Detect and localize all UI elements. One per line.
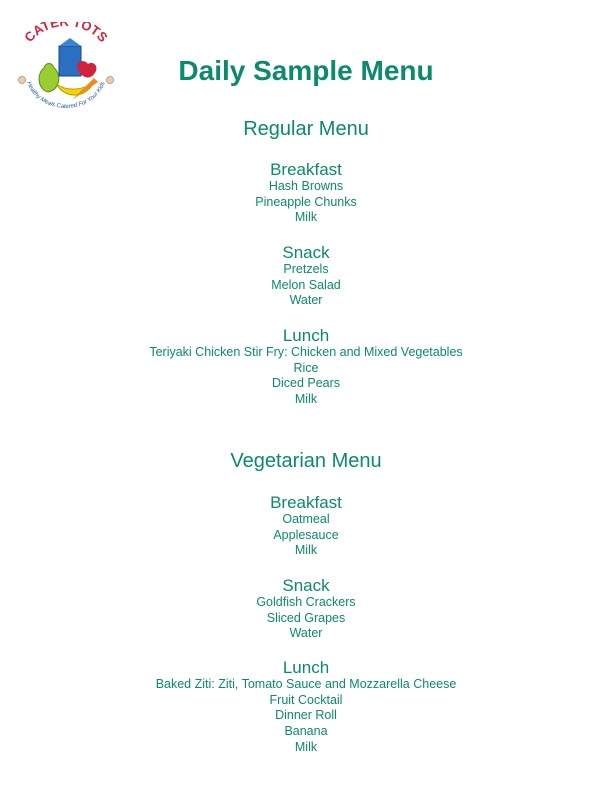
meal-title: Snack <box>282 243 330 262</box>
menu-item: Sliced Grapes <box>266 610 346 625</box>
menu-item: Pretzels <box>283 262 329 276</box>
menu-item: Fruit Cocktail <box>269 692 343 707</box>
logo-tagline: Healthy Meals Catered For Your Kids <box>25 81 107 108</box>
regular-breakfast <box>0 161 612 226</box>
menu-item: Hash Browns <box>268 179 344 193</box>
meal-title: Breakfast <box>270 160 342 179</box>
menu-item: Water <box>289 626 323 641</box>
logo-text: CATE TOTS <box>21 22 111 45</box>
meal-title: Snack <box>282 576 330 595</box>
menu-item: Melon Salad <box>271 277 341 292</box>
menu-item: Dinner Roll <box>275 708 337 723</box>
regular-snack <box>0 244 612 309</box>
menu-item: Oatmeal <box>282 512 330 526</box>
vegetarian-lunch <box>0 659 612 756</box>
menu-item: Milk <box>294 392 318 407</box>
menu-item: Banana <box>284 724 328 739</box>
regular-lunch <box>0 327 612 408</box>
menu-item: Teriyaki Chicken Stir Fry: Chicken and Mixed Vegetables <box>149 345 463 359</box>
meal-title: Breakfast <box>270 493 342 512</box>
menu-item: Applesauce <box>273 527 339 542</box>
vegetarian-menu-title: Vegetarian Menu <box>230 450 382 472</box>
menu-item: Milk <box>294 739 318 754</box>
menu-item: Diced Pears <box>271 376 341 391</box>
regular-menu-title: Regular Menu <box>243 118 369 140</box>
menu-item: Goldfish Crackers <box>256 595 356 609</box>
menu-item: Rice <box>293 360 319 375</box>
menu-item: Pineapple Chunks <box>255 194 357 209</box>
menu-item: Milk <box>294 543 318 558</box>
vegetarian-snack <box>0 577 612 642</box>
menu-item: Milk <box>294 210 318 225</box>
meal-title: Lunch <box>282 326 330 345</box>
menu-item: Baked Ziti: Ziti, Tomato Sauce and Mozzarella Cheese <box>155 677 457 691</box>
vegetarian-breakfast <box>0 494 612 559</box>
page-title: Daily Sample Menu <box>178 55 434 86</box>
menu-item: Water <box>289 293 323 308</box>
meal-title: Lunch <box>282 658 330 677</box>
